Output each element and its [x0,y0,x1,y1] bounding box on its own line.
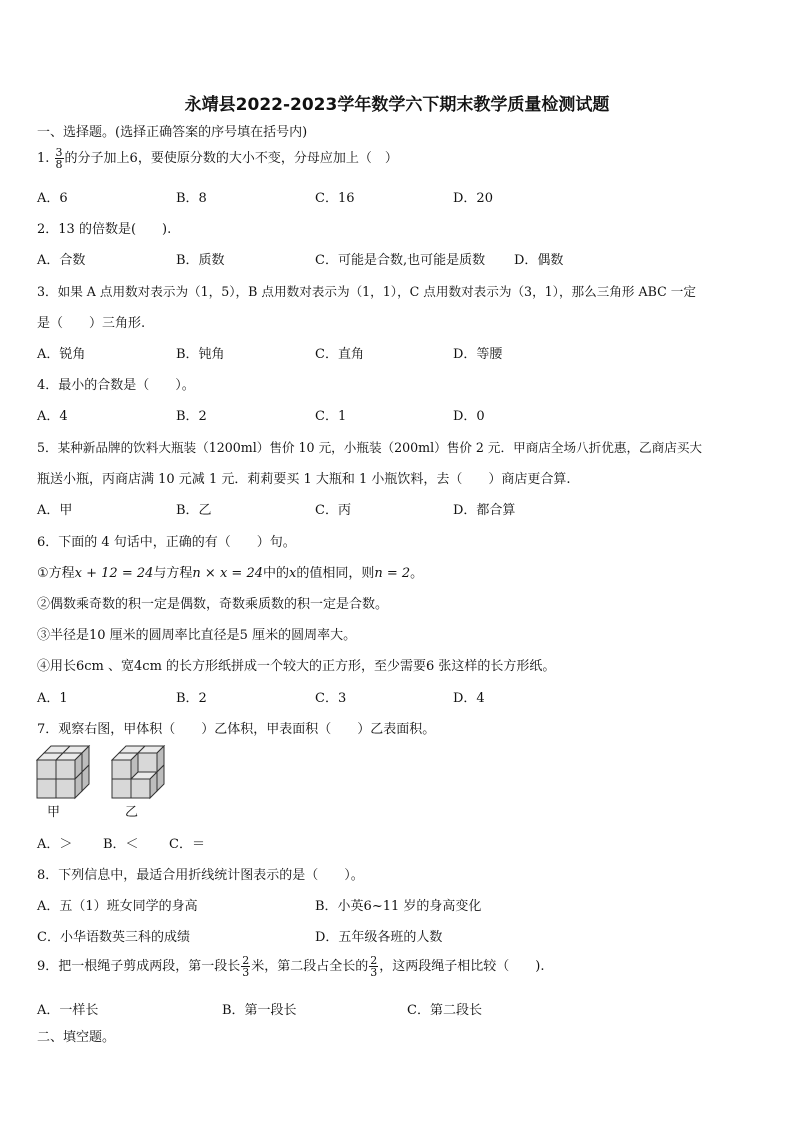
question-3-line-1: 3．如果 A 点用数对表示为（1，5），B 点用数对表示为（1，1），C 点用数对表示为（3，1），那么三角形 ABC 一定 [37,284,696,299]
fraction [55,147,64,170]
statement-text: 。 [410,566,424,581]
option-a[interactable]: A．甲 [37,503,73,518]
option-b[interactable]: B．质数 [176,253,225,268]
statement-text: 方程 [48,566,75,581]
statement-4: ④用长6cm 、宽4cm 的长方形纸拼成一个较大的正方形，至少需要6 张这样的长方形纸。 [37,659,556,674]
option-d[interactable]: D．等腰 [453,347,503,362]
equation: n = 2 [374,566,411,581]
question-text: 9．把一根绳子剪成两段，第一段长 [37,959,241,974]
question-text: ，这两段绳子相比较（ ). [379,959,545,974]
question-1 [37,147,398,170]
question-5-line-1: 5．某种新品牌的饮料大瓶装（1200ml）售价 10 元，小瓶装（200ml）售价 2 元．甲商店全场八折优惠，乙商店买大 [37,440,703,455]
equation: n × x = 24 [192,566,263,581]
figure-label-yi: 乙 [125,805,139,820]
option-c[interactable]: C．16 [315,191,355,206]
question-3-line-2: 是（ ）三角形. [37,316,146,331]
option-b[interactable]: B．＜ [103,837,139,852]
option-d[interactable]: D．0 [453,409,485,424]
section-heading-choice: 一、选择题。(选择正确答案的序号填在括号内) [37,125,308,140]
fraction-denominator: 3 [370,966,378,979]
option-a[interactable]: A．6 [37,191,68,206]
option-c[interactable]: C．1 [315,409,347,424]
question-4: 4．最小的合数是（ ）。 [37,378,195,393]
option-c[interactable]: C．直角 [315,347,364,362]
fraction [241,955,250,978]
option-c[interactable]: C．可能是合数,也可能是质数 [315,253,486,268]
fraction-denominator: 3 [242,966,250,979]
option-a[interactable]: A．锐角 [37,347,86,362]
option-d[interactable]: D．都合算 [453,503,516,518]
option-d[interactable]: D．20 [453,191,493,206]
option-a[interactable]: A．五（1）班女同学的身高 [37,899,198,914]
section-heading-fill: 二、填空题。 [37,1030,116,1045]
question-6: 6．下面的 4 句话中，正确的有（ ）句。 [37,535,296,550]
option-a[interactable]: A．一样长 [37,1003,99,1018]
option-c[interactable]: C．3 [315,691,347,706]
option-d[interactable]: D．五年级各班的人数 [315,930,443,945]
option-b[interactable]: B．2 [176,409,207,424]
question-number: 1. [37,151,50,166]
fraction-denominator: 8 [55,158,63,171]
page-title: 永靖县2022-2023学年数学六下期末教学质量检测试题 [184,95,610,115]
option-d[interactable]: D．4 [453,691,485,706]
statement-text: 中的 [262,566,289,581]
option-c[interactable]: C．＝ [169,837,205,852]
question-8: 8．下列信息中，最适合用折线统计图表示的是（ ）。 [37,868,364,883]
cube-figure-yi [111,745,167,801]
question-text: 米，第二段占全长的 [251,959,369,974]
statement-3: ③半径是10 厘米的圆周率比直径是5 厘米的圆周率大。 [37,628,357,643]
option-a[interactable]: A．＞ [37,837,73,852]
fraction-numerator: 3 [55,146,63,159]
option-b[interactable]: B．2 [176,691,207,706]
fraction [369,955,378,978]
question-7: 7．观察右图，甲体积（ ）乙体积，甲表面积（ ）乙表面积。 [37,722,436,737]
statement-1 [37,562,423,581]
option-b[interactable]: B．8 [176,191,207,206]
option-a[interactable]: A．1 [37,691,68,706]
option-c[interactable]: C．丙 [315,503,351,518]
circled-number-1: ① [37,566,49,581]
figure-label-jia: 甲 [47,805,61,820]
option-a[interactable]: A．4 [37,409,68,424]
statement-text: 与方程 [153,566,193,581]
equation: x + 12 = 24 [74,566,154,581]
option-b[interactable]: B．钝角 [176,347,225,362]
fraction-numerator: 2 [242,954,250,967]
option-b[interactable]: B．第一段长 [222,1003,297,1018]
option-c[interactable]: C．第二段长 [407,1003,482,1018]
cube-figure-jia [36,745,92,801]
statement-text: 的值相同，则 [296,566,375,581]
variable: x [289,566,297,581]
option-c[interactable]: C．小华语数英三科的成绩 [37,930,190,945]
option-b[interactable]: B．小英6~11 岁的身高变化 [315,899,482,914]
question-text: 的分子加上6，要使原分数的大小不变，分母应加上（ ） [64,151,398,166]
question-2: 2．13 的倍数是( ). [37,222,172,237]
option-a[interactable]: A．合数 [37,253,86,268]
statement-2: ②偶数乘奇数的积一定是偶数，奇数乘质数的积一定是合数。 [37,597,389,612]
fraction-numerator: 2 [370,954,378,967]
question-9 [37,955,545,978]
option-b[interactable]: B．乙 [176,503,212,518]
question-5-line-2: 瓶送小瓶，丙商店满 10 元减 1 元．莉莉要买 1 大瓶和 1 小瓶饮料，去（ ）商店更合算. [37,472,571,487]
option-d[interactable]: D．偶数 [514,253,564,268]
